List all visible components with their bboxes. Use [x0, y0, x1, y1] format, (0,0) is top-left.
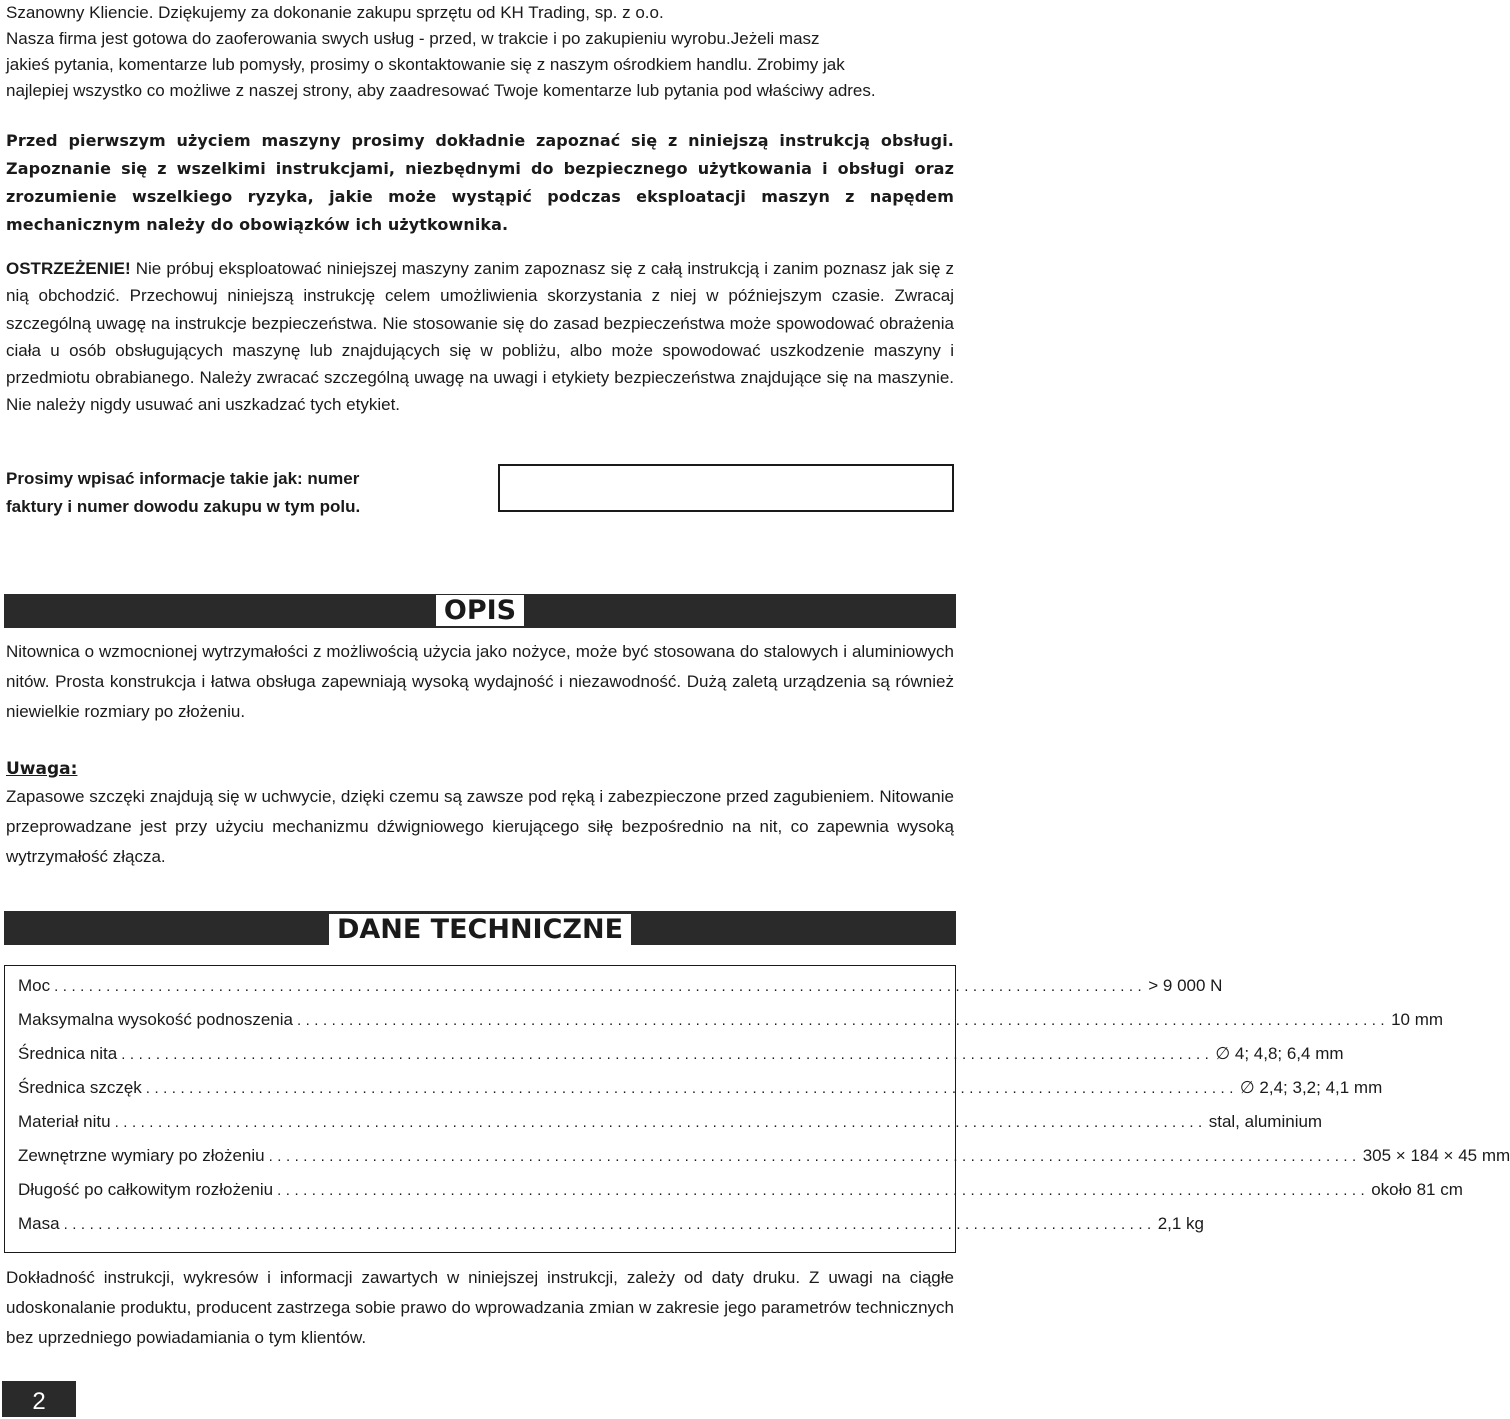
- invoice-instruction: [6, 465, 426, 521]
- intro-line-4: najlepiej wszystko co możliwe z naszej strony, aby zaadresować Twoje komentarze lub pytania pod właściwy adres.: [6, 81, 876, 100]
- dot-leader: ..............................................................................................................................: [54, 977, 1147, 995]
- spec-label: Zewnętrzne wymiary po złożeniu: [18, 1146, 265, 1165]
- opis-title: OPIS: [436, 595, 524, 626]
- intro-line-1: Szanowny Kliencie. Dziękujemy za dokonanie zakupu sprzętu od KH Trading, sp. z o.o.: [6, 3, 664, 22]
- specs-title: DANE TECHNICZNE: [329, 914, 631, 945]
- warning-text: Nie próbuj eksploatować niniejszej maszyny zanim zapoznasz się z całą instrukcją i zanim poznasz jak się z nią obchodzić. Przechowuj niniejszą instrukcję celem umożliwienia skorzystania z niej w późniejszym czasie. Zwracaj szczególną uwagę na instrukcje bezpieczeństwa. Nie stosowanie się do zasad bezpieczeństwa może spowodować obrażenia ciała u osób obsługujących maszynę lub znajdujących się w pobliżu, albo może spowodować uszkodzenie maszyny i przedmiotu obrabianego. Należy zwracać szczególną uwagę na uwagi i etykiety bezpieczeństwa znajdujące się na maszynie. Nie należy nigdy usuwać ani uszkadzać tych etykiet.: [6, 259, 954, 415]
- note-heading: Uwaga:: [6, 759, 78, 779]
- spec-row-rivet-material: [18, 1105, 1323, 1139]
- spec-label: Masa: [18, 1214, 60, 1233]
- disclaimer-text: Dokładność instrukcji, wykresów i informacji zawartych w niniejszej instrukcji, zależy od daty druku. Z uwagi na ciągłe udoskonalanie produktu, producent zastrzega sobie prawo do wprowadzania zmian w zakresie jego parametrów technicznych bez uprzedniego powiadamiania o tym klientów.: [6, 1268, 954, 1347]
- dot-leader: ..............................................................................................................................: [63, 1215, 1156, 1233]
- invoice-instruction-line-1: Prosimy wpisać informacje takie jak: numer: [6, 469, 360, 488]
- spec-value: ∅ 2,4; 3,2; 4,1 mm: [1239, 1078, 1383, 1097]
- dot-leader: ..............................................................................................................................: [277, 1181, 1370, 1199]
- disclaimer-paragraph: [6, 1263, 954, 1353]
- spec-row-folded-dimensions: [18, 1139, 1510, 1173]
- spec-label: Maksymalna wysokość podnoszenia: [18, 1010, 293, 1029]
- spec-row-unfolded-length: [18, 1173, 1463, 1207]
- dot-leader: ..............................................................................................................................: [268, 1147, 1361, 1165]
- read-instructions-notice: [6, 127, 954, 239]
- description-paragraph: [6, 637, 954, 727]
- page-number: 2: [2, 1381, 76, 1417]
- spec-value: stal, aluminium: [1208, 1112, 1323, 1131]
- note-paragraph: [6, 782, 954, 872]
- spec-value: 2,1 kg: [1157, 1214, 1204, 1233]
- spec-label: Średnica szczęk: [18, 1078, 142, 1097]
- dot-leader: ..............................................................................................................................: [121, 1045, 1214, 1063]
- invoice-instruction-line-2: faktury i numer dowodu zakupu w tym polu.: [6, 497, 361, 516]
- specs-heading: [0, 912, 960, 948]
- spec-label: Długość po całkowitym rozłożeniu: [18, 1180, 274, 1199]
- spec-label: Średnica nita: [18, 1044, 118, 1063]
- warning-content: [6, 255, 954, 419]
- spec-row-weight: [18, 1207, 1204, 1241]
- spec-row-max-lift: [18, 1003, 1444, 1037]
- opis-heading: [0, 593, 960, 629]
- spec-value: 10 mm: [1391, 1010, 1444, 1029]
- specs-table: [4, 965, 1510, 1253]
- intro-line-3: jakieś pytania, komentarze lub pomysły, prosimy o skontaktowanie się z naszym ośrodkiem handlu. Zrobimy jak: [6, 55, 845, 74]
- warning-label: OSTRZEŻENIE!: [6, 259, 131, 278]
- note-text: Zapasowe szczęki znajdują się w uchwycie, dzięki czemu są zawsze pod ręką i zabezpieczone przed zagubieniem. Nitowanie przeprowadzane jest przy użyciu mechanizmu dźwigniowego kierującego siłę bezpośrednio na nit, co zapewnia wysoką wytrzymałość złącza.: [6, 787, 954, 866]
- spec-value: ∅ 4; 4,8; 6,4 mm: [1215, 1044, 1344, 1063]
- spec-value: > 9 000 N: [1148, 976, 1223, 995]
- spec-row-jaw-diameter: [18, 1071, 1383, 1105]
- description-text: Nitownica o wzmocnionej wytrzymałości z możliwością użycia jako nożyce, może być stosowana do stalowych i aluminiowych nitów. Prosta konstrukcja i łatwa obsługa zapewniają wysoką wydajność i niezawodność. Dużą zaletą urządzenia są również niewielkie rozmiary po złożeniu.: [6, 642, 954, 721]
- dot-leader: ..............................................................................................................................: [114, 1113, 1207, 1131]
- spec-label: Moc: [18, 976, 51, 995]
- invoice-number-field[interactable]: [498, 464, 954, 512]
- dot-leader: ..............................................................................................................................: [145, 1079, 1238, 1097]
- spec-label: Materiał nitu: [18, 1112, 111, 1131]
- spec-row-power: [18, 969, 1223, 1003]
- intro-paragraph: [6, 0, 954, 104]
- spec-value: około 81 cm: [1371, 1180, 1463, 1199]
- dot-leader: ..............................................................................................................................: [296, 1011, 1390, 1029]
- warning-paragraph: [6, 255, 954, 419]
- read-instructions-text: Przed pierwszym użyciem maszyny prosimy dokładnie zapoznać się z niniejszą instrukcją obsługi. Zapoznanie się z wszelkimi instrukcjami, niezbędnymi do bezpiecznego użytkowania i obsługi oraz zrozumienie wszelkiego ryzyka, jakie może wystąpić podczas eksploatacji maszyn z napędem mechanicznym należy do obowiązków ich użytkownika.: [6, 131, 954, 234]
- spec-value: 305 × 184 × 45 mm: [1362, 1146, 1510, 1165]
- intro-line-2: Nasza firma jest gotowa do zaoferowania swych usług - przed, w trakcie i po zakupieniu wyrobu.Jeżeli masz: [6, 29, 820, 48]
- spec-row-rivet-diameter: [18, 1037, 1344, 1071]
